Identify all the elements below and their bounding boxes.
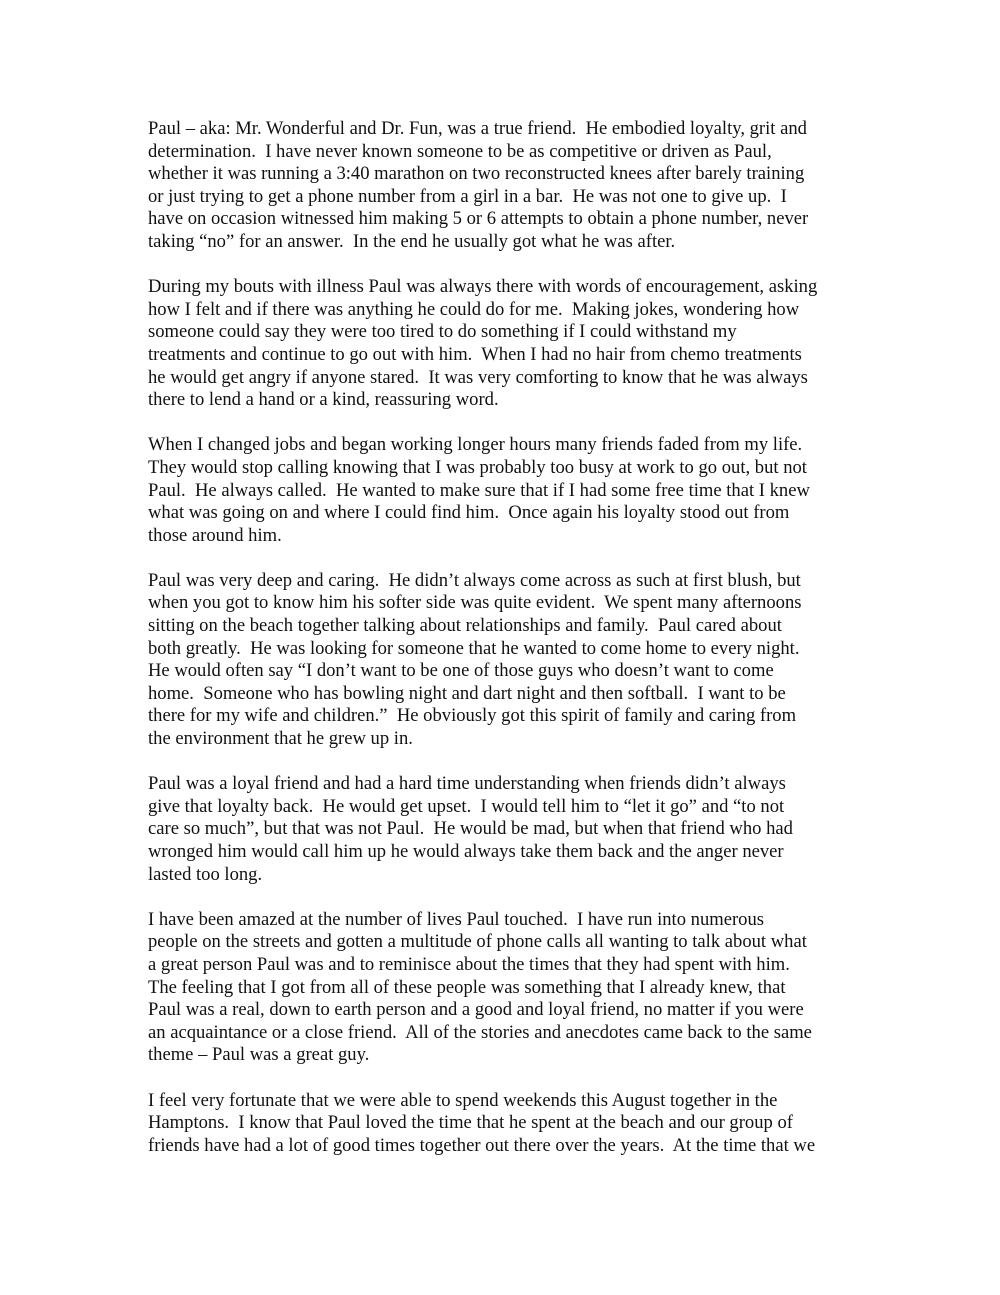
text-line: when you got to know him his softer side was quite evident. We spent many afternoons xyxy=(148,592,802,614)
text-line: Hamptons. I know that Paul loved the time that he spent at the beach and our group of xyxy=(148,1112,793,1134)
text-line: friends have had a lot of good times together out there over the years. At the time that we xyxy=(148,1134,816,1156)
text-line: sitting on the beach together talking about relationships and family. Paul cared about xyxy=(148,615,782,637)
paragraph-2 xyxy=(148,276,868,412)
text-line: taking “no” for an answer. In the end he usually got what he was after. xyxy=(148,230,676,252)
text-line: an acquaintance or a close friend. All of the stories and anecdotes came back to the same xyxy=(148,1021,812,1043)
text-line: he would get angry if anyone stared. It was very comforting to know that he was always xyxy=(148,366,808,388)
paragraph-7 xyxy=(148,1090,868,1158)
text-line: both greatly. He was looking for someone that he wanted to come home to every night. xyxy=(148,637,800,659)
text-line: have on occasion witnessed him making 5 or 6 attempts to obtain a phone number, never xyxy=(148,208,809,230)
text-line: He would often say “I don’t want to be one of those guys who doesn’t want to come xyxy=(148,660,774,682)
text-line: Paul. He always called. He wanted to make sure that if I had some free time that I knew xyxy=(148,479,810,501)
text-line: Paul was a real, down to earth person and a good and loyal friend, no matter if you were xyxy=(148,999,804,1021)
text-line: home. Someone who has bowling night and dart night and then softball. I want to be xyxy=(148,682,786,704)
text-line: people on the streets and gotten a multitude of phone calls all wanting to talk about what xyxy=(148,931,807,953)
text-line: Paul – aka: Mr. Wonderful and Dr. Fun, was a true friend. He embodied loyalty, grit and xyxy=(148,118,807,139)
text-line: give that loyalty back. He would get upset. I would tell him to “let it go” and “to not xyxy=(148,795,785,817)
text-line: determination. I have never known someone to be as competitive or driven as Paul, xyxy=(148,140,772,162)
document-body xyxy=(148,118,868,1180)
text-line: I have been amazed at the number of lives Paul touched. I have run into numerous xyxy=(148,908,764,930)
text-line: treatments and continue to go out with him. When I had no hair from chemo treatments xyxy=(148,343,802,365)
text-line: They would stop calling knowing that I was probably too busy at work to go out, but not xyxy=(148,456,807,478)
text-line: Paul was very deep and caring. He didn’t always come across as such at first blush, but xyxy=(148,569,801,591)
text-line: wronged him would call him up he would always take them back and the anger never xyxy=(148,841,784,862)
text-line: there to lend a hand or a kind, reassuring word. xyxy=(148,389,499,411)
text-line: theme – Paul was a great guy. xyxy=(148,1044,370,1066)
text-line: there for my wife and children.” He obviously got this spirit of family and caring from xyxy=(148,705,797,727)
text-line: or just trying to get a phone number from a girl in a bar. He was not one to give up. I xyxy=(148,185,787,207)
text-line: Paul was a loyal friend and had a hard time understanding when friends didn’t always xyxy=(148,773,786,795)
text-line: how I felt and if there was anything he could do for me. Making jokes, wondering how xyxy=(148,298,800,320)
paragraph-1 xyxy=(148,118,868,254)
text-line: what was going on and where I could find him. Once again his loyalty stood out from xyxy=(148,502,790,524)
paragraph-3 xyxy=(148,434,868,547)
paragraph-4 xyxy=(148,570,868,751)
paragraph-6 xyxy=(148,909,868,1067)
text-line: care so much”, but that was not Paul. He would be mad, but when that friend who had xyxy=(148,818,793,840)
text-line: the environment that he grew up in. xyxy=(148,728,413,750)
text-line: When I changed jobs and began working longer hours many friends faded from my life. xyxy=(148,434,803,456)
text-line: whether it was running a 3:40 marathon on two reconstructed knees after barely training xyxy=(148,163,805,185)
text-line: a great person Paul was and to reminisce about the times that they had spent with him. xyxy=(148,953,790,975)
paragraph-5 xyxy=(148,773,868,886)
text-line: I feel very fortunate that we were able to spend weekends this August together in the xyxy=(148,1089,778,1111)
text-line: someone could say they were too tired to do something if I could withstand my xyxy=(148,321,737,343)
text-line: lasted too long. xyxy=(148,863,263,885)
text-line: those around him. xyxy=(148,524,282,546)
text-line: The feeling that I got from all of these people was something that I already knew, that xyxy=(148,976,786,998)
text-line: During my bouts with illness Paul was always there with words of encouragement, asking xyxy=(148,276,818,298)
